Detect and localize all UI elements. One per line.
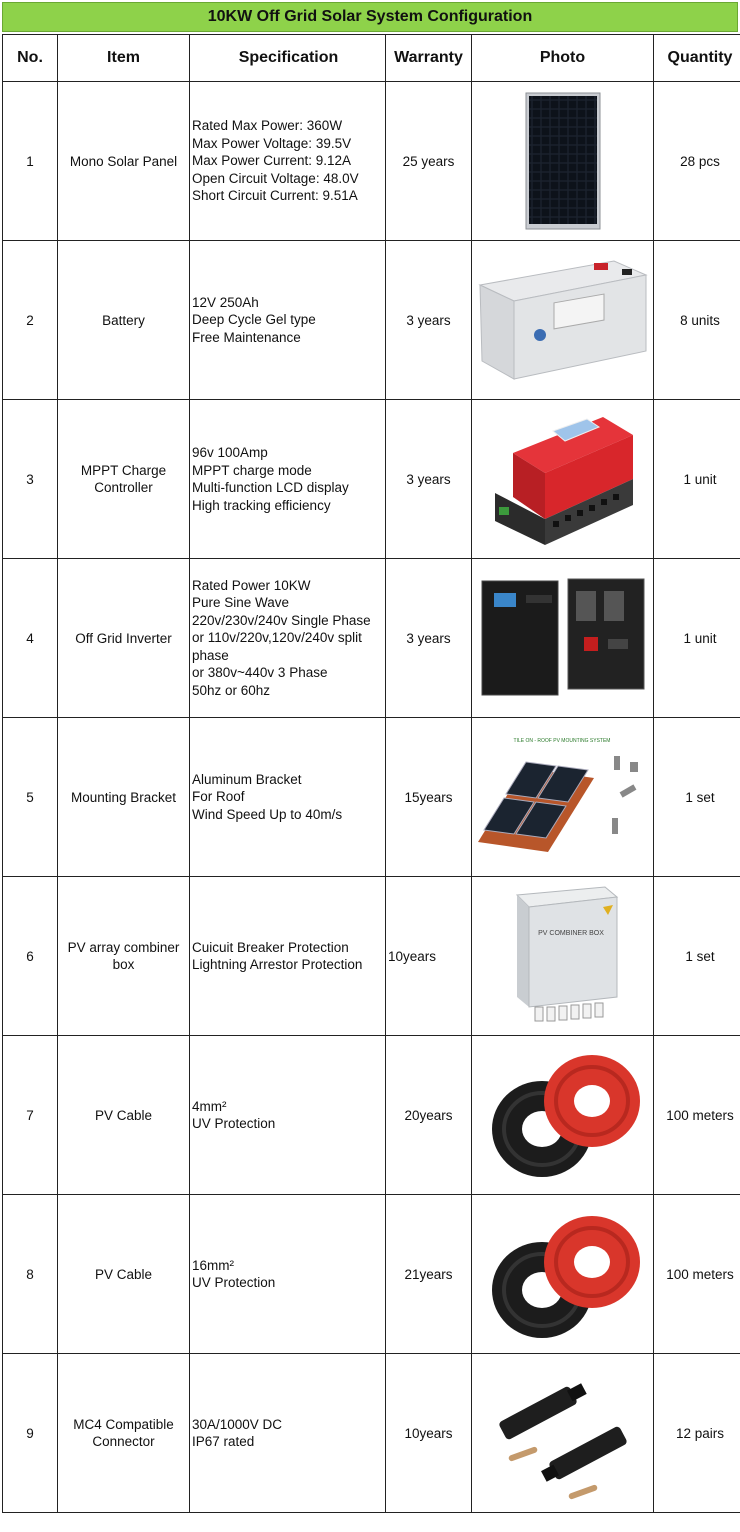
- header-item: Item: [58, 35, 190, 82]
- table-row: [3, 82, 740, 241]
- header-photo: Photo: [472, 35, 654, 82]
- table-header-row: [3, 35, 740, 82]
- solar-panel-photo: [472, 82, 654, 241]
- row-specification: Cuicuit Breaker Protection Lightning Arrestor Protection: [190, 877, 386, 1036]
- header-no: No.: [3, 35, 58, 82]
- row-quantity: 100 meters: [654, 1195, 740, 1354]
- row-warranty: 3 years: [386, 559, 472, 718]
- inverter-photo: [472, 559, 654, 718]
- row-no: 9: [3, 1354, 58, 1513]
- row-item: Battery: [58, 241, 190, 400]
- row-specification: 96v 100Amp MPPT charge mode Multi-function LCD display High tracking efficiency: [190, 400, 386, 559]
- table-row: [3, 1036, 740, 1195]
- row-specification: 16mm² UV Protection: [190, 1195, 386, 1354]
- table-row: [3, 241, 740, 400]
- table-row: [3, 400, 740, 559]
- row-no: 7: [3, 1036, 58, 1195]
- row-quantity: 8 units: [654, 241, 740, 400]
- row-item: PV array combiner box: [58, 877, 190, 1036]
- table-row: [3, 718, 740, 877]
- combiner-box-photo: [472, 877, 654, 1036]
- row-quantity: 1 unit: [654, 400, 740, 559]
- row-item: MPPT Charge Controller: [58, 400, 190, 559]
- row-no: 8: [3, 1195, 58, 1354]
- row-warranty: 20years: [386, 1036, 472, 1195]
- row-specification: 30A/1000V DC IP67 rated: [190, 1354, 386, 1513]
- table-row: [3, 1354, 740, 1513]
- row-warranty: 25 years: [386, 82, 472, 241]
- row-no: 4: [3, 559, 58, 718]
- page-title: 10KW Off Grid Solar System Configuration: [2, 2, 738, 32]
- row-specification: Rated Power 10KW Pure Sine Wave 220v/230v/240v Single Phase or 110v/220v,120v/240v split phase or 380v~440v 3 Phase 50hz or 60hz: [190, 559, 386, 718]
- row-specification: 4mm² UV Protection: [190, 1036, 386, 1195]
- table-row: [3, 877, 740, 1036]
- table-row: [3, 1195, 740, 1354]
- combiner-caption: PV COMBINER BOX: [537, 930, 604, 937]
- battery-photo: [472, 241, 654, 400]
- row-specification: Rated Max Power: 360W Max Power Voltage: 39.5V Max Power Current: 9.12A Open Circuit Voltage: 48.0V Short Circuit Current: 9.51A: [190, 82, 386, 241]
- header-warranty: Warranty: [386, 35, 472, 82]
- row-no: 2: [3, 241, 58, 400]
- row-warranty: 3 years: [386, 241, 472, 400]
- row-quantity: 1 unit: [654, 559, 740, 718]
- row-specification: Aluminum Bracket For Roof Wind Speed Up to 40m/s: [190, 718, 386, 877]
- mounting-bracket-photo: [472, 718, 654, 877]
- row-quantity: 28 pcs: [654, 82, 740, 241]
- row-no: 1: [3, 82, 58, 241]
- row-item: Mono Solar Panel: [58, 82, 190, 241]
- row-no: 3: [3, 400, 58, 559]
- bracket-caption: TILE ON - ROOF PV MOUNTING SYSTEM: [513, 738, 610, 744]
- row-item: PV Cable: [58, 1195, 190, 1354]
- header-quantity: Quantity: [654, 35, 740, 82]
- row-no: 6: [3, 877, 58, 1036]
- mc4-connector-photo: [472, 1354, 654, 1513]
- row-item: MC4 Compatible Connector: [58, 1354, 190, 1513]
- row-item: PV Cable: [58, 1036, 190, 1195]
- header-specification: Specification: [190, 35, 386, 82]
- row-warranty: 10years: [386, 877, 472, 1036]
- row-item: Mounting Bracket: [58, 718, 190, 877]
- row-warranty: 10years: [386, 1354, 472, 1513]
- row-warranty: 21years: [386, 1195, 472, 1354]
- row-quantity: 1 set: [654, 877, 740, 1036]
- row-specification: 12V 250Ah Deep Cycle Gel type Free Maintenance: [190, 241, 386, 400]
- pv-cable-photo: [472, 1036, 654, 1195]
- charge-controller-photo: [472, 400, 654, 559]
- row-quantity: 12 pairs: [654, 1354, 740, 1513]
- table-row: [3, 559, 740, 718]
- row-quantity: 100 meters: [654, 1036, 740, 1195]
- row-item: Off Grid Inverter: [58, 559, 190, 718]
- configuration-table: [2, 34, 740, 1513]
- row-warranty: 15years: [386, 718, 472, 877]
- row-quantity: 1 set: [654, 718, 740, 877]
- pv-cable-photo: [472, 1195, 654, 1354]
- row-warranty: 3 years: [386, 400, 472, 559]
- row-no: 5: [3, 718, 58, 877]
